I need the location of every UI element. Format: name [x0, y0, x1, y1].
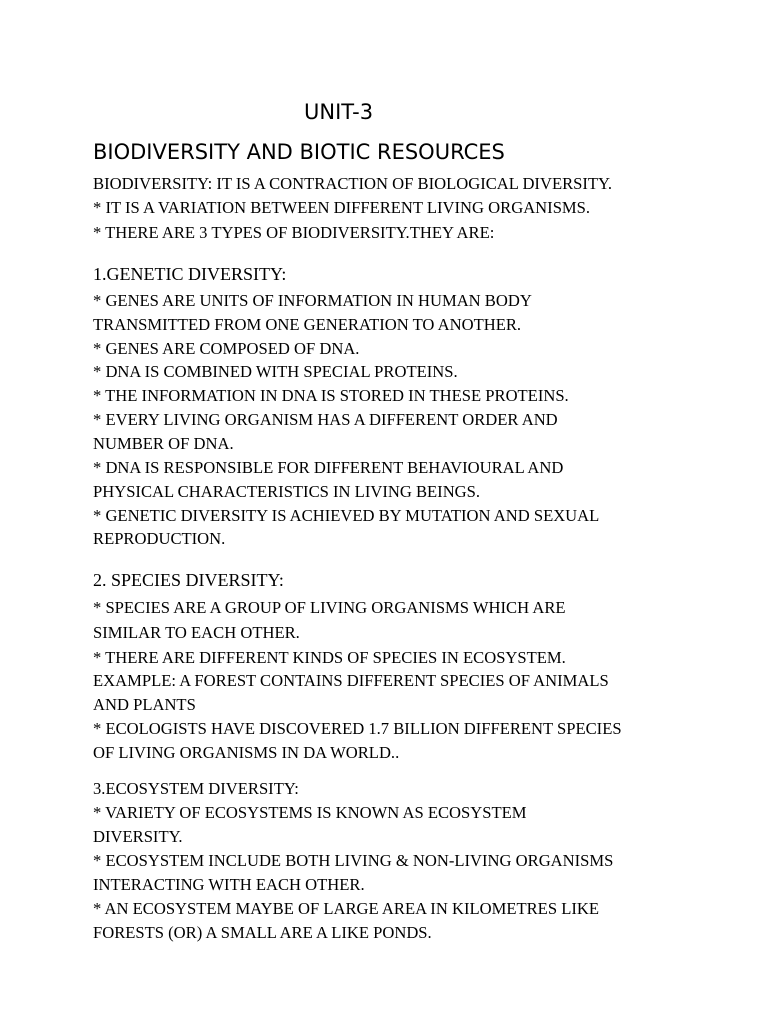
ecosystem-line: INTERACTING WITH EACH OTHER.	[93, 875, 365, 894]
intro-line: * IT IS A VARIATION BETWEEN DIFFERENT LIVING ORGANISMS.	[93, 198, 591, 217]
ecosystem-line: * AN ECOSYSTEM MAYBE OF LARGE AREA IN KILOMETRES LIKE	[93, 899, 599, 918]
ecosystem-line: * ECOSYSTEM INCLUDE BOTH LIVING & NON-LIVING ORGANISMS	[93, 851, 614, 870]
species-line: * SPECIES ARE A GROUP OF LIVING ORGANISMS WHICH ARE	[93, 598, 566, 617]
genetic-line: * GENES ARE UNITS OF INFORMATION IN HUMAN BODY	[93, 291, 532, 310]
ecosystem-line: FORESTS (OR) A SMALL ARE A LIKE PONDS.	[93, 923, 432, 942]
genetic-line: REPRODUCTION.	[93, 529, 226, 548]
genetic-line: * DNA IS RESPONSIBLE FOR DIFFERENT BEHAVIOURAL AND	[93, 458, 564, 477]
genetic-line: * GENETIC DIVERSITY IS ACHIEVED BY MUTATION AND SEXUAL	[93, 506, 600, 525]
species-line: AND PLANTS	[93, 695, 196, 714]
genetic-diversity-heading: 1.GENETIC DIVERSITY:	[93, 264, 287, 284]
genetic-line: PHYSICAL CHARACTERISTICS IN LIVING BEINGS.	[93, 482, 481, 501]
species-line: * ECOLOGISTS HAVE DISCOVERED 1.7 BILLION DIFFERENT SPECIES	[93, 719, 622, 738]
genetic-line: TRANSMITTED FROM ONE GENERATION TO ANOTHER.	[93, 315, 522, 334]
genetic-line: * EVERY LIVING ORGANISM HAS A DIFFERENT ORDER AND	[93, 410, 558, 429]
species-diversity-heading: 2. SPECIES DIVERSITY:	[93, 570, 284, 590]
ecosystem-diversity-heading: 3.ECOSYSTEM DIVERSITY:	[93, 779, 299, 798]
ecosystem-line: DIVERSITY.	[93, 827, 183, 846]
species-line: * THERE ARE DIFFERENT KINDS OF SPECIES IN ECOSYSTEM.	[93, 648, 566, 667]
species-line: OF LIVING ORGANISMS IN DA WORLD..	[93, 743, 400, 762]
intro-line: BIODIVERSITY: IT IS A CONTRACTION OF BIOLOGICAL DIVERSITY.	[93, 174, 613, 193]
species-line: SIMILAR TO EACH OTHER.	[93, 623, 300, 642]
genetic-line: * DNA IS COMBINED WITH SPECIAL PROTEINS.	[93, 362, 458, 381]
genetic-line: NUMBER OF DNA.	[93, 434, 234, 453]
genetic-line: * GENES ARE COMPOSED OF DNA.	[93, 339, 360, 358]
species-line: EXAMPLE: A FOREST CONTAINS DIFFERENT SPECIES OF ANIMALS	[93, 671, 609, 690]
intro-line: * THERE ARE 3 TYPES OF BIODIVERSITY.THEY ARE:	[93, 223, 495, 242]
unit-title: UNIT-3	[304, 100, 374, 124]
genetic-line: * THE INFORMATION IN DNA IS STORED IN THESE PROTEINS.	[93, 386, 569, 405]
ecosystem-line: * VARIETY OF ECOSYSTEMS IS KNOWN AS ECOSYSTEM	[93, 803, 527, 822]
page-title: BIODIVERSITY AND BIOTIC RESOURCES	[93, 140, 505, 164]
